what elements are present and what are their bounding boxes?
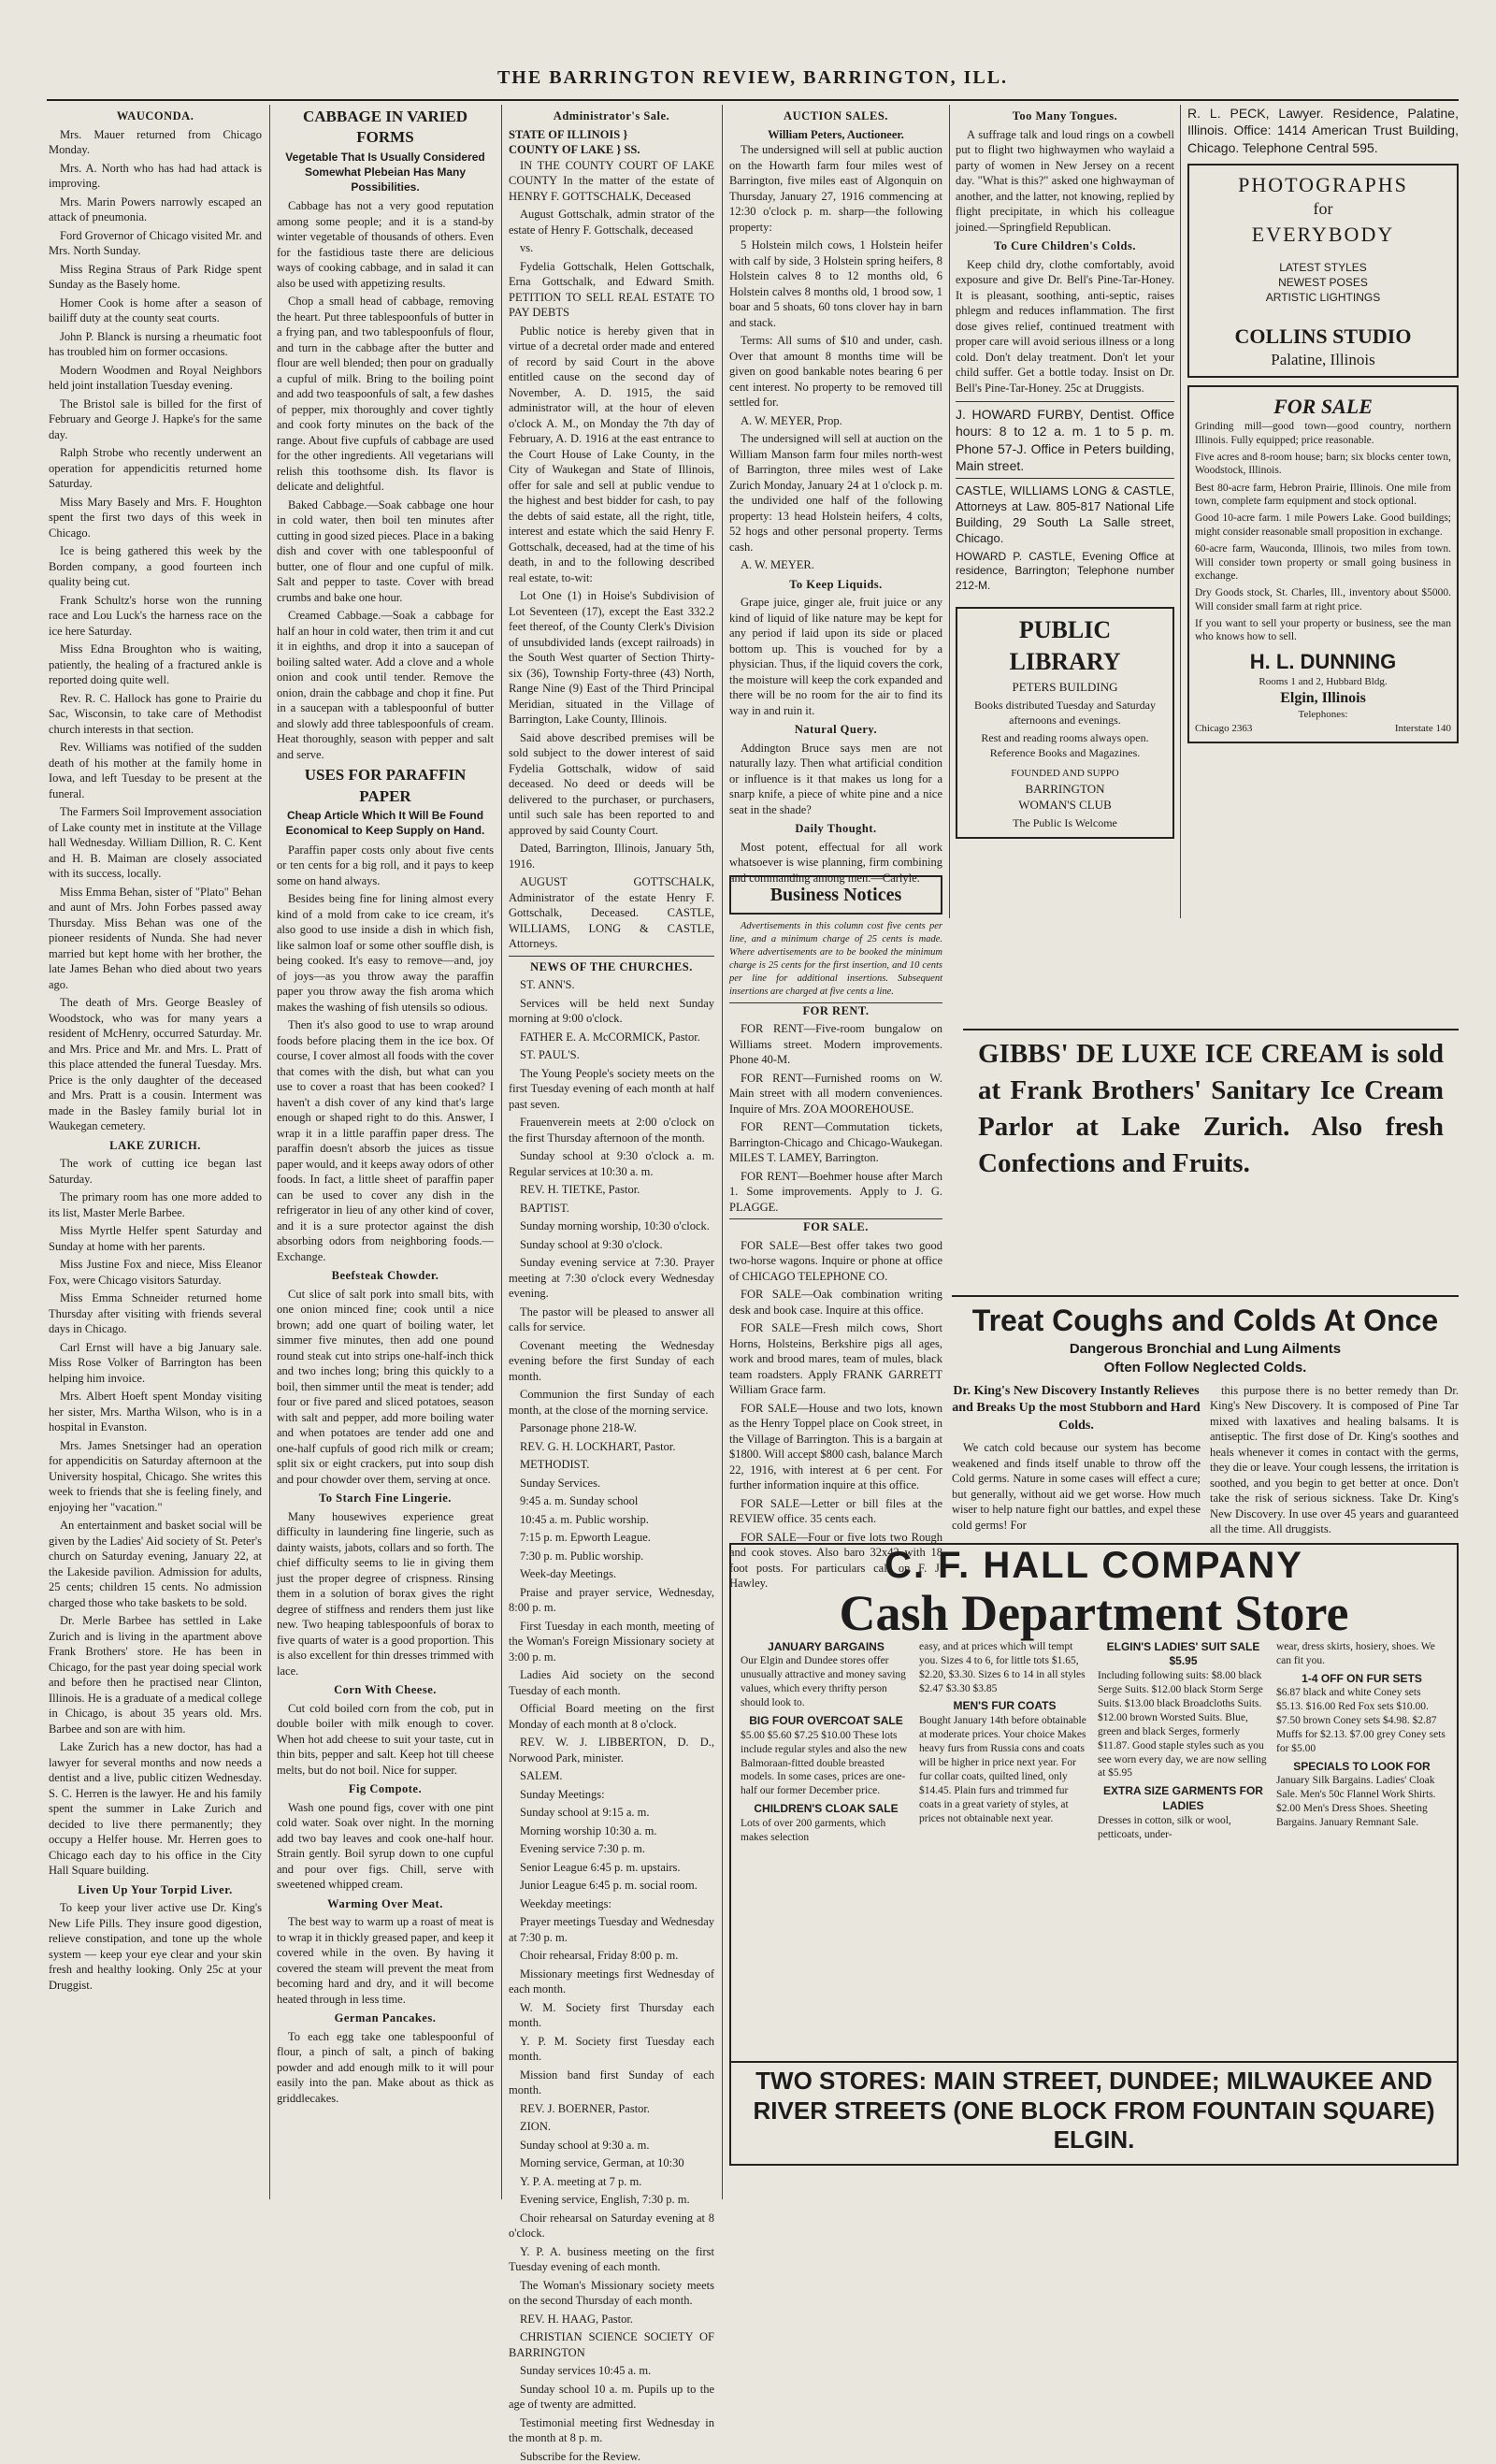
news-item: Miss Myrtle Helfer spent Saturday and Sunday at home with her parents. — [49, 1223, 262, 1254]
church-line: Y. P. A. business meeting on the first Tuesday evening of each month. — [509, 2244, 714, 2275]
column-rule — [269, 105, 270, 2199]
article-paragraph: Paraffin paper costs only about five cents or ten cents for a big roll, and it pays to keep some on hand always. — [277, 843, 494, 889]
church-line: SALEM. — [509, 1768, 714, 1784]
church-line: 10:45 a. m. Public worship. — [509, 1512, 714, 1528]
castle-evening: HOWARD P. CASTLE, Evening Office at residence, Barrington; Telephone number 212-M. — [956, 550, 1174, 594]
wauconda-items — [49, 127, 262, 1134]
church-line: Y. P. M. Society first Tuesday each month. — [509, 2034, 714, 2065]
for-sale-title: FOR SALE — [1195, 393, 1451, 420]
news-item: The Bristol sale is billed for the first of February and George J. Hapke's for the same day. — [49, 396, 262, 443]
church-line: ST. ANN'S. — [509, 977, 714, 993]
church-line: Morning worship 10:30 a. m. — [509, 1823, 714, 1839]
legal-title: Administrator's Sale. — [509, 108, 714, 124]
article-paragraph: Creamed Cabbage.—Soak a cabbage for half an hour in cold water, then trim it and cut it in eighths, and drop it into a saucepan of boiling salted water. Add a clove and a whole onion and cook until tender. Remove the onion, drain the cabbage and chop it fine. Put in a saucepan with a tablespoonful of butter and slowly add three tablespoonfuls of cream. Heat thoroughly, season with pepper and salt and serve. — [277, 608, 494, 762]
church-line: REV. H. HAAG, Pastor. — [509, 2312, 714, 2327]
photo-line-5: NEWEST POSES — [1195, 276, 1451, 291]
furby-card: J. HOWARD FURBY, Dentist. Office hours: 8 to 12 a. m. 1 to 5 p. m. Phone 57-J. Office in Peters building, Main street. — [956, 401, 1174, 475]
auction-paragraph: A. W. MEYER, Prop. — [729, 413, 942, 429]
legal-paragraph: August Gottschalk, admin strator of the estate of Henry F. Gottschalk, deceased — [509, 207, 714, 238]
liquids-text: Grape juice, ginger ale, fruit juice or any kind of liquid of like nature may be kept for any period if laid upon its side or placed bottom up. This is vouched for by a physician. Thus, if the liquid covers the cork, the moisture will keep the cork expanded and there will be no room for the air to find its way in and ruin it. — [729, 595, 942, 718]
news-item: The Farmers Soil Improvement association of Lake county met in institute at the Village hall Wednesday. William Dillion, R. C. Kent and H. B. Maiman are closely associated with its success, locally. — [49, 804, 262, 882]
hall-two-stores: TWO STORES: MAIN STREET, DUNDEE; MILWAUKEE AND RIVER STREETS (ONE BLOCK FROM FOUNTAIN SQUARE) ELGIN. — [731, 2061, 1457, 2158]
library-club-2: WOMAN'S CLUB — [963, 797, 1167, 813]
photo-line-6: ARTISTIC LIGHTINGS — [1195, 291, 1451, 306]
dunning-address: Rooms 1 and 2, Hubbard Bldg. — [1195, 675, 1451, 689]
for-sale-heading: FOR SALE. — [729, 1218, 942, 1235]
library-founded: FOUNDED AND SUPPO — [963, 767, 1167, 781]
peck-card: R. L. PECK, Lawyer. Residence, Palatine, Illinois. Office: 1414 American Trust Building, Chicago. Telephone Central 595. — [1187, 105, 1459, 156]
news-item: Mrs. Mauer returned from Chicago Monday. — [49, 127, 262, 158]
news-item: Ford Grovernor of Chicago visited Mr. and Mrs. North Sunday. — [49, 228, 262, 259]
sale-item: 60-acre farm, Wauconda, Illinois, two miles from town. Will consider town property or small going business in exchange. — [1195, 542, 1451, 583]
church-line: The Woman's Missionary society meets on the second Thursday of each month. — [509, 2278, 714, 2309]
sale-item: If you want to sell your property or business, see the man who knows how to sell. — [1195, 617, 1451, 644]
dunning-city: Elgin, Illinois — [1195, 688, 1451, 708]
church-line: FATHER E. A. McCORMICK, Pastor. — [509, 1030, 714, 1045]
hall-company-ad — [729, 1543, 1459, 2166]
notices-note: Advertisements in this column cost five cents per line, and a minimum charge of 25 cents is made. Where advertisements are to be booked the minimum charge is 25 cents for the first insertion, and 10 cents per line for additional insertions. Subsequent insertions are charged at five cents a line. — [729, 920, 942, 998]
dunning-tel-label: Telephones: — [1195, 708, 1451, 722]
thought-heading: Daily Thought. — [729, 821, 942, 837]
classified-item: FOR RENT—Boehmer house after March 1. Some improvements. Apply to J. G. PLAGGE. — [729, 1169, 942, 1216]
classified-item: FOR SALE—Four or five lots two Rough and cook stoves. Also baro 32x42 with 18 foot posts. For particulars call on F. J. Hawley. — [729, 1530, 942, 1592]
auction-title: AUCTION SALES. — [729, 108, 942, 124]
castle-card: CASTLE, WILLIAMS LONG & CASTLE, Attorneys at Law. 805-817 National Life Building, 29 South La Salle street, Chicago. — [956, 478, 1174, 547]
column-rule — [949, 105, 950, 918]
church-line: Mission band first Sunday of each month. — [509, 2068, 714, 2098]
church-line: REV. J. BOERNER, Pastor. — [509, 2101, 714, 2117]
hall-c4-text: wear, dress skirts, hosiery, shoes. We can fit you. — [1276, 1641, 1435, 1666]
church-line: 7:15 p. m. Epworth League. — [509, 1530, 714, 1546]
section-heading-lake-zurich: LAKE ZURICH. — [49, 1138, 262, 1154]
article-paragraph: Then it's also good to use to wrap around foods before placing them in the ice box. Of course, I cover almost all foods with the cover that comes with the dish, but what can you use to cover a roast that has been cooked? I haven't a dish cover of any kind that's large enough or shaped right to do this. Answer, I wrap it in a little paraffin paper dress. The paraffin doesn't absorb the juices as tissue paper would, and it keeps away odors of other foods. In fact, a little sheet of paraffin paper can be used to cover any dish in the refrigerator in lieu of any other kind of cover, and it is a sure protector against the dish absorbing odors from neighboring foods.—Exchange. — [277, 1017, 494, 1264]
hall-c2-text: easy, and at prices which will tempt you. Sizes 4 to 6, for little tots $1.65, $2.20, $3.30. Sizes 6 to 14 in all styles $2.47 $3.30 $3.85 — [919, 1641, 1086, 1694]
photo-line-2: for — [1195, 198, 1451, 221]
church-line: Services will be held next Sunday morning at 9:00 o'clock. — [509, 996, 714, 1027]
church-line: METHODIST. — [509, 1457, 714, 1473]
notices-title: Business Notices — [729, 875, 942, 915]
hall-c1c-text: Lots of over 200 garments, which makes selection — [741, 1818, 885, 1843]
recipe-text: Cut slice of salt pork into small bits, with one onion minced fine; cook until a nice brown; add one quart of boiling water, let simmer five minutes, then add one pound round steak cut into strips one-half-inch thick and two inches long; bring this quickly to a boil, then simmer until the meat is tender; add four or five pared and sliced potatoes, season with salt and pepper, add more boiling water and when potatoes are tender add one and one-half cupfuls of good rich milk or cream; split six or eight crackers, put into soup dish and pour chowder over them, serving at once. — [277, 1287, 494, 1488]
tongues-heading: Too Many Tongues. — [956, 108, 1174, 124]
hall-c4c-head: SPECIALS TO LOOK FOR — [1276, 1760, 1447, 1775]
classified-item: FOR SALE—Letter or bill files at the REVIEW office. 35 cents each. — [729, 1496, 942, 1527]
hall-c1b-head: BIG FOUR OVERCOAT SALE — [741, 1714, 912, 1729]
church-line: W. M. Society first Thursday each month. — [509, 2000, 714, 2031]
church-line: Sunday Meetings: — [509, 1787, 714, 1803]
hall-c3b-text: Dresses in cotton, silk or wool, petticoats, under- — [1098, 1815, 1231, 1840]
news-item: Ice is being gathered this week by the Borden company, a good fourteen inch quality being cut. — [49, 543, 262, 590]
church-line: Sunday school 10 a. m. Pupils up to the age of twenty are admitted. — [509, 2382, 714, 2413]
news-item: The primary room has one more added to its list, Master Merle Barbee. — [49, 1189, 262, 1220]
church-line: 9:45 a. m. Sunday school — [509, 1493, 714, 1509]
cabbage-title: CABBAGE IN VARIED FORMS — [277, 107, 494, 149]
gibbs-ice-cream-ad — [963, 1029, 1459, 1223]
hall-c3-text: Including following suits: $8.00 black Serge Suits. $12.00 black Storm Serge Suits. $13.00 black Broadcloths Suits. $12.00 brown Worsted Suits. Blue, green and black Serges, formerly $11.87. Good staple styles such as you see worn every day, we are now selling at $5.95 — [1098, 1670, 1267, 1780]
church-line: Sunday school at 9:15 a. m. — [509, 1805, 714, 1821]
news-item: The death of Mrs. George Beasley of Woodstock, who was for many years a resident of McHenry, occurred Saturday. Mr. and Mrs. Price and Mr. and Mrs. L. Pratt of this place attended the funeral Tuesday. Mrs. Price is the only daughter of the deceased and Mrs. Pratt is a cousin. Interment was made in the Basley family burial lot in Waukegan cemetery. — [49, 995, 262, 1134]
church-line: Sunday school at 9:30 o'clock a. m. Regular services at 10:30 a. m. — [509, 1148, 714, 1179]
sale-item: Good 10-acre farm. 1 mile Powers Lake. Good buildings; might consider reasonable small proposition in exchange. — [1195, 512, 1451, 539]
news-item: Miss Emma Behan, sister of "Plato" Behan and aunt of Mrs. John Forbes passed away Thursday. Miss Behan was one of the pioneer residents of Nunda. She had never married but kept home with her brother, the late James Behan who died about two years ago. — [49, 885, 262, 993]
library-club-1: BARRINGTON — [963, 781, 1167, 797]
hall-c4c-text: January Silk Bargains. Ladies' Cloak Sale. Men's 50c Flannel Work Shirts. $2.00 Men's Dress Shoes. Sheeting Bargains. January Remnant Sale. — [1276, 1775, 1436, 1828]
photo-line-4: LATEST STYLES — [1195, 261, 1451, 276]
legal-paragraph: Public notice is hereby given that in virtue of a decretal order made and entered of record by said Court in the above entitled cause on the second day of November, A. D. 1915, the said administrator will, at the hour of eleven o'clock A. M., on Monday the 7th day of February, A. D. 1916 at the east entrance to the Court House of Lake County, in the City of Waukegan and State of Illinois, offer for sale and sell at public vendue to the highest and best bidder for cash, to pay the debts of said estate, all the right, title, interest and estate which the said Henry F. Gottschalk, deceased, had at the time of his death, in and to the following described real estate, to-wit: — [509, 324, 714, 586]
church-line: Communion the first Sunday of each month, at the close of the morning service. — [509, 1387, 714, 1418]
news-item: Carl Ernst will have a big January sale. Miss Rose Volker of Barrington has been helping him invoice. — [49, 1340, 262, 1387]
church-line: Sunday school at 9:30 a. m. — [509, 2138, 714, 2154]
church-line: Evening service, English, 7:30 p. m. — [509, 2192, 714, 2208]
church-line: Sunday services 10:45 a. m. — [509, 2363, 714, 2379]
recipe-heading: Beefsteak Chowder. — [277, 1268, 494, 1284]
church-line: Official Board meeting on the first Monday of each month at 8 o'clock. — [509, 1701, 714, 1732]
hall-c1-text: Our Elgin and Dundee stores offer unusually attractive and money saving values, which every thrifty person should look to. — [741, 1655, 906, 1708]
recipe-text: Many housewives experience great difficulty in laundering fine lingerie, such as dainty waists, jabots, collars and so forth. The chief difficulty seems to lie in giving them just the proper degree of crispness. Rinsing them in a solution of borax gives the right degree of stiffness and renders them just like new. Two heaping tablespoonfuls of borax to five quarts of water is a good proportion. This is also excellent for thin dresses trimmed with lace. — [277, 1509, 494, 1679]
news-item: Rev. Williams was notified of the sudden death of his mother at the family home in Iowa, and left Tuesday to be present at the funeral. — [49, 740, 262, 801]
paraffin-title: USES FOR PARAFFIN PAPER — [277, 765, 494, 807]
paraffin-subtitle: Cheap Article Which It Will Be Found Economical to Keep Supply on Hand. — [277, 809, 494, 839]
coughs-sub-2: Often Follow Neglected Colds. — [952, 1359, 1459, 1377]
column-misc — [956, 105, 1174, 918]
church-line: ST. PAUL'S. — [509, 1047, 714, 1063]
library-hours: Books distributed Tuesday and Saturday afternoons and evenings. — [963, 699, 1167, 728]
news-item: Mrs. A. North who has had had attack is improving. — [49, 161, 262, 192]
photo-line-8: Palatine, Illinois — [1195, 350, 1451, 370]
hall-col-1 — [741, 1640, 912, 1845]
church-line: Frauenverein meets at 2:00 o'clock on the first Thursday afternoon of the month. — [509, 1115, 714, 1146]
business-notices — [729, 870, 942, 1538]
section-heading-wauconda: WAUCONDA. — [49, 108, 262, 124]
classified-item: FOR RENT—Commutation tickets, Barrington-Chicago and Chicago-Waukegan. MILES T. LAMEY, Barrington. — [729, 1119, 942, 1166]
paraffin-article — [277, 843, 494, 1265]
church-line: Choir rehearsal, Friday 8:00 p. m. — [509, 1948, 714, 1964]
hall-store-name: Cash Department Store — [731, 1587, 1457, 1640]
news-item: Miss Regina Straus of Park Ridge spent Sunday as the Basely home. — [49, 262, 262, 293]
query-text: Addington Bruce says men are not naturally lazy. Then what artificial condition or influence is it that makes us long for a snarp knife, a piece of white pine and a nice seat in the shade? — [729, 741, 942, 818]
hall-columns — [731, 1640, 1457, 1845]
for-sale-list — [729, 1238, 942, 1592]
news-item: Homer Cook is home after a season of bailiff duty at the county seat courts. — [49, 295, 262, 326]
news-item: Miss Justine Fox and niece, Miss Eleanor Fox, were Chicago visitors Saturday. — [49, 1257, 262, 1288]
masthead: THE BARRINGTON REVIEW, BARRINGTON, ILL. — [47, 67, 1459, 101]
legal-paragraph: Dated, Barrington, Illinois, January 5th, 1916. — [509, 841, 714, 872]
church-line: Covenant meeting the Wednesday evening before the first Sunday of each month. — [509, 1338, 714, 1385]
church-line: 7:30 p. m. Public worship. — [509, 1549, 714, 1564]
library-title: PUBLIC LIBRARY — [963, 614, 1167, 679]
collins-studio-ad — [1187, 164, 1459, 378]
hall-c2b-head: MEN'S FUR COATS — [919, 1699, 1090, 1714]
church-line: Parsonage phone 218-W. — [509, 1420, 714, 1436]
news-item: Frank Schultz's horse won the running race and Lou Luck's the harness race on the ice here Saturday. — [49, 593, 262, 640]
churches-title: NEWS OF THE CHURCHES. — [509, 956, 714, 975]
auction-paragraph: 5 Holstein milch cows, 1 Holstein heifer with calf by side, 3 Holstein spring heifers, 8 Holstein calves 8 to 12 months old, 6 Holstein calves 8 months old, 1 brood sow, 1 boar and 5 shoats, 60 tons clover hay in barn and stack. — [729, 238, 942, 330]
recipe-list — [277, 1268, 494, 2106]
church-line: REV. H. TIETKE, Pastor. — [509, 1182, 714, 1198]
church-line: BAPTIST. — [509, 1201, 714, 1217]
legal-paragraph: Lot One (1) in Hoise's Subdivision of Lot Seventeen (17), except the East 332.2 feet thereof, of the County Clerk's Division of unsubdivided lands (except railroads) in the South West quarter of Section Thirty-six (36), Township Forty-three (43) North, Range Nine (9) East of the Third Principal Meridian, situated in the Village of Barrington, Lake County, Illinois. — [509, 588, 714, 728]
news-item: Dr. Merle Barbee has settled in Lake Zurich and is living in the apartment above Frank Brothers' store. He has been in Chicago, for the past year doing special work and before then he practised near Clinton, Illinois. He is a graduate of a medical college in Chicago, is about 35 years old. Mrs. Barbee and son are with him. — [49, 1613, 262, 1736]
church-line: Senior League 6:45 p. m. upstairs. — [509, 1860, 714, 1876]
classified-item: FOR SALE—Best offer takes two good two-horse wagons. Inquire or phone at office of CHICAGO TELEPHONE CO. — [729, 1238, 942, 1285]
dunning-ad — [1187, 385, 1459, 742]
legal-paragraph: Fydelia Gottschalk, Helen Gottschalk, Erna Gottschalk, and Edward Smith. PETITION TO SELL REAL ESTATE TO PAY DEBTS — [509, 259, 714, 321]
ad-paragraph: To keep your liver active use Dr. King's New Life Pills. They insure good digestion, relieve constipation, and tone up the whole system — keep your eye clear and your skin fresh and healthy looking. Only 25c at your Druggist. — [49, 1900, 262, 1993]
legal-paragraph: Said above described premises will be sold subject to the dower interest of said Fydelia Gottschalk, widow of said deceased. No deed or deeds will be delivered to the purchaser, or purchasers, until such sale has been reported to and approved by said County Court. — [509, 730, 714, 839]
hall-c1-head: JANUARY BARGAINS — [741, 1640, 912, 1655]
church-line: Weekday meetings: — [509, 1896, 714, 1912]
coughs-left: We catch cold because our system has become weakened and finds itself unable to throw off the Cold germs. Nature in some cases will effect a cure; but generally, without aid we get worse. How much wiser to help nature fight our battles, and expel these cold germs! For — [952, 1440, 1201, 1533]
column-auctions — [729, 105, 942, 918]
news-item: Mrs. Albert Hoeft spent Monday visiting her sister, Mrs. Martha Wilson, who is in a hospital in Evanston. — [49, 1389, 262, 1435]
church-line: Morning service, German, at 10:30 — [509, 2155, 714, 2171]
classified-item: FOR SALE—Oak combination writing desk and book case. Inquire at this office. — [729, 1287, 942, 1318]
hall-c3-head: ELGIN'S LADIES' SUIT SALE $5.95 — [1098, 1640, 1269, 1669]
auction-paragraph: The undersigned will sell at auction on the William Manson farm four miles north-west of Barrington, three miles west of Lake Zurich Monday, January 24 at 1 o'clock p. m. the undivided one half of the following property: 13 head Holstein heifers, 4 colts, 52 hogs and other personal property. Terms cash. — [729, 431, 942, 555]
hall-c3b-head: EXTRA SIZE GARMENTS FOR LADIES — [1098, 1784, 1269, 1813]
sale-item: Dry Goods stock, St. Charles, Ill., inventory about $5000. Will consider small farm at right price. — [1195, 586, 1451, 613]
dunning-name: H. L. DUNNING — [1195, 648, 1451, 675]
church-line: Sunday evening service at 7:30. Prayer meeting at 7:30 o'clock every Wednesday evening. — [509, 1255, 714, 1302]
church-line: Choir rehearsal on Saturday evening at 8 o'clock. — [509, 2211, 714, 2241]
news-item: Modern Woodmen and Royal Neighbors held joint installation Tuesday evening. — [49, 363, 262, 394]
coughs-title: Treat Coughs and Colds At Once — [952, 1301, 1459, 1340]
church-line: REV. W. J. LIBBERTON, D. D., Norwood Park, minister. — [509, 1735, 714, 1765]
classified-item: FOR RENT—Five-room bungalow on Williams street. Modern improvements. Phone 40-M. — [729, 1021, 942, 1068]
legal-paragraph: vs. — [509, 240, 714, 256]
coughs-ad — [952, 1295, 1459, 1531]
coughs-sub-1: Dangerous Bronchial and Lung Ailments — [952, 1340, 1459, 1359]
column-rule — [722, 105, 723, 2199]
recipe-heading: To Starch Fine Lingerie. — [277, 1491, 494, 1506]
church-line: Sunday school at 9:30 o'clock. — [509, 1237, 714, 1253]
recipe-heading: Warming Over Meat. — [277, 1896, 494, 1912]
church-line: Y. P. A. meeting at 7 p. m. — [509, 2174, 714, 2190]
gibbs-text: GIBBS' DE LUXE ICE CREAM is sold at Frank Brothers' Sanitary Ice Cream Parlor at Lake Zurich. Also fresh Confections and Fruits. — [963, 1036, 1459, 1183]
classified-item: FOR RENT—Furnished rooms on W. Main street with all modern conveniences. Inquire of Mrs. ZOA MOOREHOUSE. — [729, 1071, 942, 1117]
sale-item: Best 80-acre farm, Hebron Prairie, Illinois. One mile from town, complete farm equipment and stock optional. — [1195, 482, 1451, 509]
dunning-phones — [1195, 722, 1451, 736]
recipe-text: The best way to warm up a roast of meat is to wrap it in thickly greased paper, and keep it covered while in the oven. By having it covered the steam will prevent the meat from becoming hard and dry, and it will become heated through in less time. — [277, 1914, 494, 2007]
legal-paragraph: IN THE COUNTY COURT OF LAKE COUNTY In the matter of the estate of HENRY F. GOTTSCHALK, Deceased — [509, 158, 714, 205]
auction-paragraph: The undersigned will sell at public auction on the Howarth farm four miles west of Barrington, five miles east of Algonquin on Thursday, January 27, 1916 commencing at 12:30 o'clock p. m. sharp—the following property: — [729, 142, 942, 235]
church-line: Subscribe for the Review. — [509, 2449, 714, 2464]
liver-ad-heading: Liven Up Your Torpid Liver. — [49, 1882, 262, 1898]
colds-text: Keep child dry, clothe comfortably, avoid exposure and give Dr. Bell's Pine-Tar-Honey. It is pleasant, soothing, anti-septic, raises phlegm and reduces inflammation. The first dose gives relief, continued treatment with proper care will avoid serious illness or a long cold. Don't delay treatment. Don't let your child suffer. Get a bottle today. Insist on Dr. Bell's Pine-Tar-Honey. 25c at Druggists. — [956, 257, 1174, 396]
news-item: Ralph Strobe who recently underwent an operation for appendicitis returned home Saturday. — [49, 445, 262, 492]
hall-c1c-head: CHILDREN'S CLOAK SALE — [741, 1802, 912, 1817]
article-paragraph: Cabbage has not a very good reputation among some people; and it is a stand-by winter vegetable of thousands of others. Even for the fastidious taste there are delicious ways of cooking cabbage, and in salad it can also be used with appetizing results. — [277, 198, 494, 291]
church-line: Ladies Aid society on the second Tuesday of each month. — [509, 1667, 714, 1698]
coughs-box: Dr. King's New Discovery Instantly Relieves and Breaks Up the most Stubborn and Hard Colds. — [952, 1383, 1201, 1434]
library-building: PETERS BUILDING — [963, 679, 1167, 695]
news-item: The work of cutting ice began last Saturday. — [49, 1156, 262, 1187]
auctioneer: William Peters, Auctioneer. — [729, 127, 942, 143]
news-item: Miss Edna Broughton who is waiting, patiently, the healing of a fractured ankle is reported doing quite well. — [49, 641, 262, 688]
for-rent-list — [729, 1021, 942, 1215]
church-line: First Tuesday in each month, meeting of the Woman's Foreign Missionary society at 3:00 p. m. — [509, 1619, 714, 1665]
church-listings — [509, 977, 714, 2464]
church-line: Testimonial meeting first Wednesday in the month at 8 p. m. — [509, 2415, 714, 2446]
legal-notice — [509, 158, 714, 952]
hall-col-2 — [919, 1640, 1090, 1845]
legal-caption — [509, 127, 714, 158]
query-heading: Natural Query. — [729, 722, 942, 738]
recipe-heading: Fig Compote. — [277, 1781, 494, 1797]
library-rooms: Rest and reading rooms always open. Reference Books and Magazines. — [963, 731, 1167, 761]
lake-zurich-items — [49, 1156, 262, 1879]
news-item: Miss Emma Schneider returned home Thursday after visiting with friends several days in Chicago. — [49, 1290, 262, 1337]
church-line: The Young People's society meets on the first Tuesday evening of each month at half past seven. — [509, 1066, 714, 1113]
sale-item: Five acres and 8-room house; barn; six blocks center town, Woodstock, Illinois. — [1195, 451, 1451, 478]
recipe-heading: Corn With Cheese. — [277, 1682, 494, 1698]
dunning-chicago-phone: Chicago 2363 — [1195, 722, 1252, 736]
news-item: An entertainment and basket social will be given by the Ladies' Aid society of St. Peter's church on Saturday evening, January 22, at the Lakeside pavilion. Admission for adults, 25 cents; children 15 cents. No admission charged those who take baskets to be sold. — [49, 1518, 262, 1610]
church-line: Sunday Services. — [509, 1476, 714, 1491]
hall-col-3 — [1098, 1640, 1269, 1845]
colds-heading: To Cure Children's Colds. — [956, 238, 1174, 254]
hall-c4b-head: 1-4 OFF ON FUR SETS — [1276, 1672, 1447, 1687]
auction-paragraph: A. W. MEYER. — [729, 557, 942, 573]
legal-caption-line: COUNTY OF LAKE } SS. — [509, 142, 714, 158]
hall-c1b-text: $5.00 $5.60 $7.25 $10.00 These lots include regular styles and also the new Balmoraan-fitted double breasted models. In some cases, prices are one-half our former December price. — [741, 1730, 907, 1797]
classified-item: FOR SALE—Fresh milch cows, Short Horns, Holsteins, Berkshire pigs all ages, work and brood mares, team of mules, black team roadsters. Apply FRANK GARRETT William Grace farm. — [729, 1320, 942, 1398]
recipe-text: To each egg take one tablespoonful of flour, a pinch of salt, a pinch of baking powder and add enough milk to it will pour easily into the pan. Make about as thick as griddlecakes. — [277, 2029, 494, 2107]
cabbage-article — [277, 198, 494, 762]
church-line: The pastor will be pleased to answer all calls for service. — [509, 1304, 714, 1335]
tongues-text: A suffrage talk and loud rings on a cowbell put to flight two highwaymen who waylaid a party of women in New Jersey on a recent day. "What is this?" asked one highwayman of another, and the latter, not knowing, replied by flight precipitate, in which his colleague joined.—Springfield Republican. — [956, 127, 1174, 236]
church-line: Sunday morning worship, 10:30 o'clock. — [509, 1218, 714, 1234]
article-paragraph: Chop a small head of cabbage, removing the heart. Put three tablespoonfuls of butter in a frying pan, and two tablespoonfuls of flour, and turn in the cabbage after the butter and flour are well blended; then pour on gradually a cupful of milk. Bring to the boiling point and add two teaspoonfuls of salt, a few dashes of pepper, mix thoroughly and cover tightly and cook forty minutes on the back of the range. About five cupfuls of cabbage are used for the other ingredients. All vegetarians will relish this toothsome dish. Its flavor is delicate and delightful. — [277, 294, 494, 495]
news-item: Mrs. Marin Powers narrowly escaped an attack of pneumonia. — [49, 195, 262, 225]
news-item: John P. Blanck is nursing a rheumatic foot has troubled him on former occasions. — [49, 329, 262, 360]
church-line: Week-day Meetings. — [509, 1566, 714, 1582]
legal-paragraph: AUGUST GOTTSCHALK, Administrator of the estate Henry F. Gottschalk, Deceased. CASTLE, WILLIAMS, LONG & CASTLE, Attorneys. — [509, 874, 714, 952]
cabbage-subtitle: Vegetable That Is Usually Considered Somewhat Plebeian Has Many Possibilities. — [277, 151, 494, 195]
hall-company-name: C. F. HALL COMPANY — [731, 1545, 1457, 1587]
coughs-right: this purpose there is no better remedy than Dr. King's New Discovery. It is composed of Pine Tar mixed with laxatives and healing balsams. It is antiseptic. The first dose of Dr. King's soothes and heals whenever it comes in contact with the germs, they die or leave. Your cough lessens, the irritation is soothed, and you begin to get better at once. Don't take the risk of serious sickness. Take Dr. King's New Discovery. In use over 45 years and guaranteed all the time. All druggists. — [1210, 1383, 1459, 1537]
church-line: REV. G. H. LOCKHART, Pastor. — [509, 1439, 714, 1455]
dunning-interstate-phone: Interstate 140 — [1395, 722, 1451, 736]
recipe-heading: German Pancakes. — [277, 2010, 494, 2026]
auction-paragraph: Terms: All sums of $10 and under, cash. Over that amount 8 months time will be given on good bankable notes bearing 6 per cent interest. No property to be removed till settled for. — [729, 333, 942, 411]
news-item: Mrs. James Snetsinger had an operation for appendicitis on Saturday afternoon at the University hospital, Chicago. She writes this week to friends that she is feeling finely, and enjoying her "vacation." — [49, 1438, 262, 1516]
for-rent-heading: FOR RENT. — [729, 1002, 942, 1019]
news-item: Miss Mary Basely and Mrs. F. Houghton spent the first two days of this week in Chicago. — [49, 495, 262, 541]
library-welcome: The Public Is Welcome — [963, 816, 1167, 831]
photo-line-1: PHOTOGRAPHS — [1195, 171, 1451, 198]
article-paragraph: Baked Cabbage.—Soak cabbage one hour in cold water, then boil ten minutes after cutting in good sized pieces. Place in a baking dish and cover with one tablespoonful of butter, one of flour and one cupful of milk. Salt and pepper to taste. Cover with bread crumbs and bake one hour. — [277, 497, 494, 606]
church-line: Junior League 6:45 p. m. social room. — [509, 1878, 714, 1894]
church-line: Prayer meetings Tuesday and Wednesday at 7:30 p. m. — [509, 1914, 714, 1945]
column-legal-churches — [509, 105, 714, 2199]
library-ad — [956, 607, 1174, 839]
auction-notices — [729, 142, 942, 573]
church-line: Evening service 7:30 p. m. — [509, 1841, 714, 1857]
church-line: Missionary meetings first Wednesday of each month. — [509, 1967, 714, 1997]
article-paragraph: Besides being fine for lining almost every kind of a mold from cake to ice cream, it's also good to use inside a dish in which fish, like salmon loaf or some other souffle dish, is being cooked. It's easy to remove—and, joy of joys—as you throw away the paraffin paper you throw away the fish aroma which makes the washing of fish utensils so odious. — [277, 891, 494, 1015]
recipe-text: Cut cold boiled corn from the cob, put in double boiler with milk enough to cover. When hot add cheese to suit your taste, cut in thin bits, pepper and salt. Keep hot till cheese melts, but do not boil. Nice for supper. — [277, 1701, 494, 1779]
news-item: Lake Zurich has a new doctor, has had a lawyer for several months and now needs a dentist and a live, public citizen Wednesday. S. C. Herren is the lawyer. He and his family spent the summer in Lake Zurich and decided to live there permanently; they occupy a Helfer house. Mr. Herren goes to Chicago each day to his office in the City Hall Square building. — [49, 1739, 262, 1879]
classified-item: FOR SALE—House and two lots, known as the Henry Toppel place on Cook street, in the Village of Barrington. This is a bargain at $1800. Will accept $800 cash, balance March 22, 1916, with interest at 6 per cent. For further information inquire at this office. — [729, 1401, 942, 1493]
for-sale-items — [1195, 420, 1451, 644]
hall-c2b-text: Bought January 14th before obtainable at moderate prices. Your choice Makes heavy furs from Russia cons and coats will be higher in price next year. For fur collar coats, quilted lined, only $14.45. Plain furs and trimmed fur coats in a great variety of styles, at prices not obtainable next year. — [919, 1715, 1086, 1824]
recipe-text: Wash one pound figs, cover with one pint cold water. Soak over night. In the morning add two bay leaves and cook one-half hour. Strain gently. Boil syrup down to one cupful and pour over figs. Chill, serve with sweetened whipped cream. — [277, 1800, 494, 1893]
legal-caption-line: STATE OF ILLINOIS } — [509, 127, 714, 143]
church-line: ZION. — [509, 2119, 714, 2135]
column-ads-right — [1187, 105, 1459, 918]
photo-line-7: COLLINS STUDIO — [1195, 323, 1451, 350]
photo-line-3: EVERYBODY — [1195, 221, 1451, 248]
church-line: Praise and prayer service, Wednesday, 8:00 p. m. — [509, 1585, 714, 1616]
column-local-news — [49, 105, 262, 2199]
sale-item: Grinding mill—good town—good country, northern Illinois. Fully equipped; price reasonable. — [1195, 420, 1451, 447]
thought-text: Most potent, effectual for all work whatsoever is wise planning, firm combining and commanding among men.—Carlyle. — [729, 840, 942, 886]
column-household — [277, 105, 494, 2199]
column-rule — [501, 105, 502, 2199]
liver-ad-text — [49, 1900, 262, 1993]
hall-col-4 — [1276, 1640, 1447, 1845]
liquids-heading: To Keep Liquids. — [729, 577, 942, 593]
hall-c4b-text: $6.87 black and white Coney sets $5.13. $16.00 Red Fox sets $10.00. $7.50 brown Coney sets $4.98. $2.87 Muffs for $2.13. $7.00 grey Coney sets for $5.00 — [1276, 1687, 1446, 1754]
column-rule — [1180, 105, 1181, 918]
news-item: Rev. R. C. Hallock has gone to Prairie du Sac, Wisconsin, to take care of Methodist church interests in that section. — [49, 691, 262, 738]
church-line: CHRISTIAN SCIENCE SOCIETY OF BARRINGTON — [509, 2329, 714, 2360]
